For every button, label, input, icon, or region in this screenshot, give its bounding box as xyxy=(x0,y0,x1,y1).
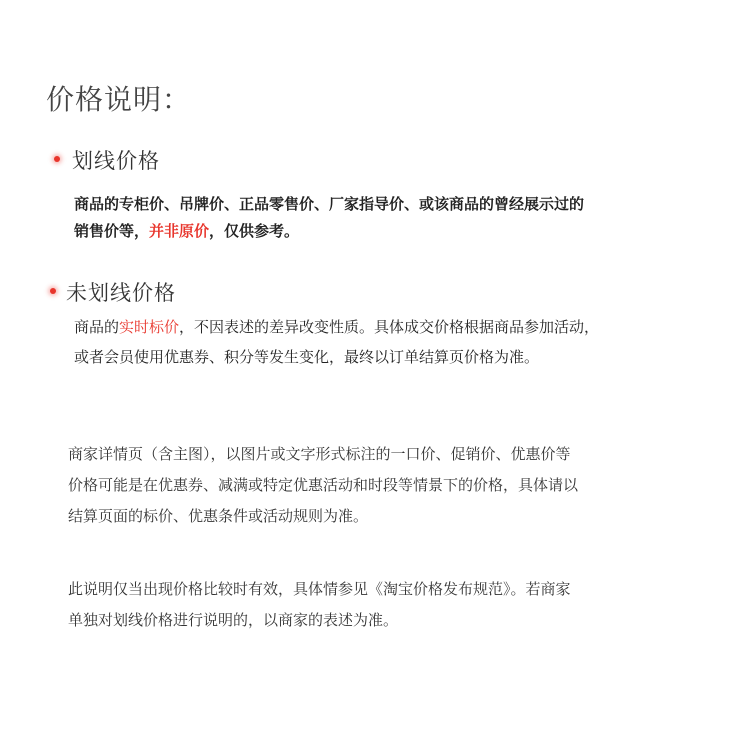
note-line: 单独对划线价格进行说明的，以商家的表述为准。 xyxy=(68,611,399,629)
text-segment: ，不因表述的差异改变性质。具体成交价格根据商品参加活动， xyxy=(179,318,600,336)
section-heading-strikethrough-price: 划线价格 xyxy=(72,149,160,173)
highlight-not-original-price: 并非原价 xyxy=(149,222,210,240)
description-line xyxy=(74,312,599,342)
note-line: 商家详情页（含主图），以图片或文字形式标注的一口价、促销价、优惠价等 xyxy=(68,445,571,463)
description-line xyxy=(74,218,584,245)
text-segment: 销售价等， xyxy=(74,222,150,240)
note-line: 结算页面的标价、优惠条件或活动规则为准。 xyxy=(68,507,369,525)
bullet-dot-icon xyxy=(54,156,60,162)
validity-note xyxy=(68,574,571,636)
text-segment: ，仅供参考。 xyxy=(209,222,300,240)
text-segment: 商品的 xyxy=(74,318,120,336)
detail-page-price-note xyxy=(68,439,578,532)
description-line: 商品的专柜价、吊牌价、正品零售价、厂家指导价、或该商品的曾经展示过的 xyxy=(74,195,585,213)
description-line: 或者会员使用优惠券、积分等发生变化，最终以订单结算页价格为准。 xyxy=(74,348,540,366)
bullet-dot-icon xyxy=(50,288,56,294)
section-heading-non-strikethrough-price: 未划线价格 xyxy=(66,281,176,305)
non-strikethrough-price-description xyxy=(74,312,599,372)
note-line: 价格可能是在优惠券、减满或特定优惠活动和时段等情景下的价格，具体请以 xyxy=(68,476,579,494)
page-title: 价格说明： xyxy=(46,83,192,116)
highlight-realtime-price: 实时标价 xyxy=(119,318,180,336)
note-line: 此说明仅当出现价格比较时有效，具体情参见《淘宝价格发布规范》。若商家 xyxy=(68,580,571,598)
strikethrough-price-description xyxy=(74,191,584,245)
